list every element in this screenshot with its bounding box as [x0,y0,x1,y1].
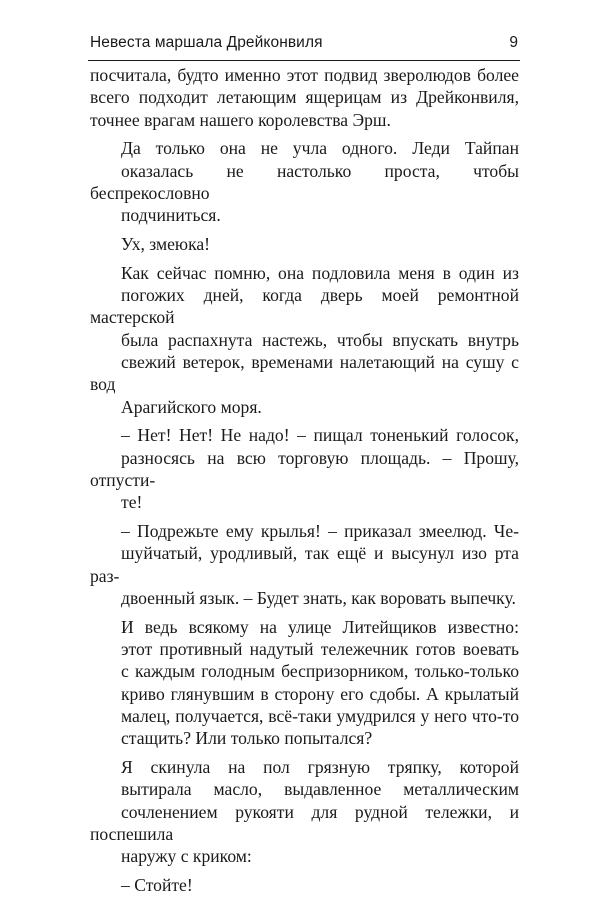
text-line: всего подходит летающим ящерицам из Дрейконвиля, [90,87,519,108]
text-line: точнее врагам нашего королевства Эрш. [90,109,391,130]
paragraph [90,756,519,867]
text-line: была распахнута настежь, чтобы впускать внутрь [121,329,519,350]
text-line: этот противный надутый тележечник готов воевать [121,639,519,660]
running-title: Невеста маршала Дрейконвиля [90,34,323,51]
paragraph [90,424,519,513]
text-line: криво глянувшим в сторону его сдобы. А крылатый [121,683,519,704]
header-divider [88,60,520,61]
text-line: Арагийского моря. [121,396,262,417]
page-header [88,32,520,58]
text-line: – Стойте! [121,875,193,896]
text-line: те! [121,492,143,513]
text-line: стащить? Или только попытался? [121,728,373,749]
paragraph [90,874,519,896]
text-line: шуйчатый, уродливый, так ещё и высунул изо рта раз- [90,543,519,586]
text-line: – Подрежьте ему крылья! – приказал змеелюд. Че- [121,521,519,542]
paragraph [90,233,519,255]
text-line: И ведь всякому на улице Литейщиков известно: [121,616,519,637]
text-line: оказалась не настолько проста, чтобы беспрекословно [90,160,519,203]
paragraph [90,520,519,609]
text-line: сочленением рукояти для рудной тележки, и поспешила [90,801,519,844]
text-line: двоенный язык. – Будет знать, как воровать выпечку. [121,588,516,609]
text-line: Я скинула на пол грязную тряпку, которой [121,757,519,778]
page-number: 9 [509,34,518,51]
text-line: свежий ветерок, временами налетающий на сушу с вод [90,352,519,395]
text-line: – Нет! Нет! Не надо! – пищал тоненький голосок, [121,425,519,446]
book-text [90,64,519,903]
text-line: Ух, змеюка! [121,234,211,255]
text-line: Да только она не учла одного. Леди Тайпан [121,138,519,159]
text-line: с каждым голодным беспризорником, только-только [121,661,519,682]
paragraph [90,137,519,226]
text-line: разносясь на всю торговую площадь. – Прошу, отпусти- [90,447,519,491]
text-line: вытирала масло, выдавленное металлическим [121,779,519,800]
text-line: погожих дней, когда дверь моей ремонтной мастерской [90,285,519,328]
text-line: подчиниться. [121,205,221,226]
text-line: посчитала, будто именно этот подвид зверолюдов более [90,65,519,85]
text-line: наружу с криком: [121,846,252,867]
paragraph [90,616,519,750]
paragraph [90,262,519,418]
text-line: Как сейчас помню, она подловила меня в один из [121,262,519,283]
paragraph [90,64,519,131]
text-line: малец, получается, всё-таки умудрился у него что-то [121,706,519,727]
